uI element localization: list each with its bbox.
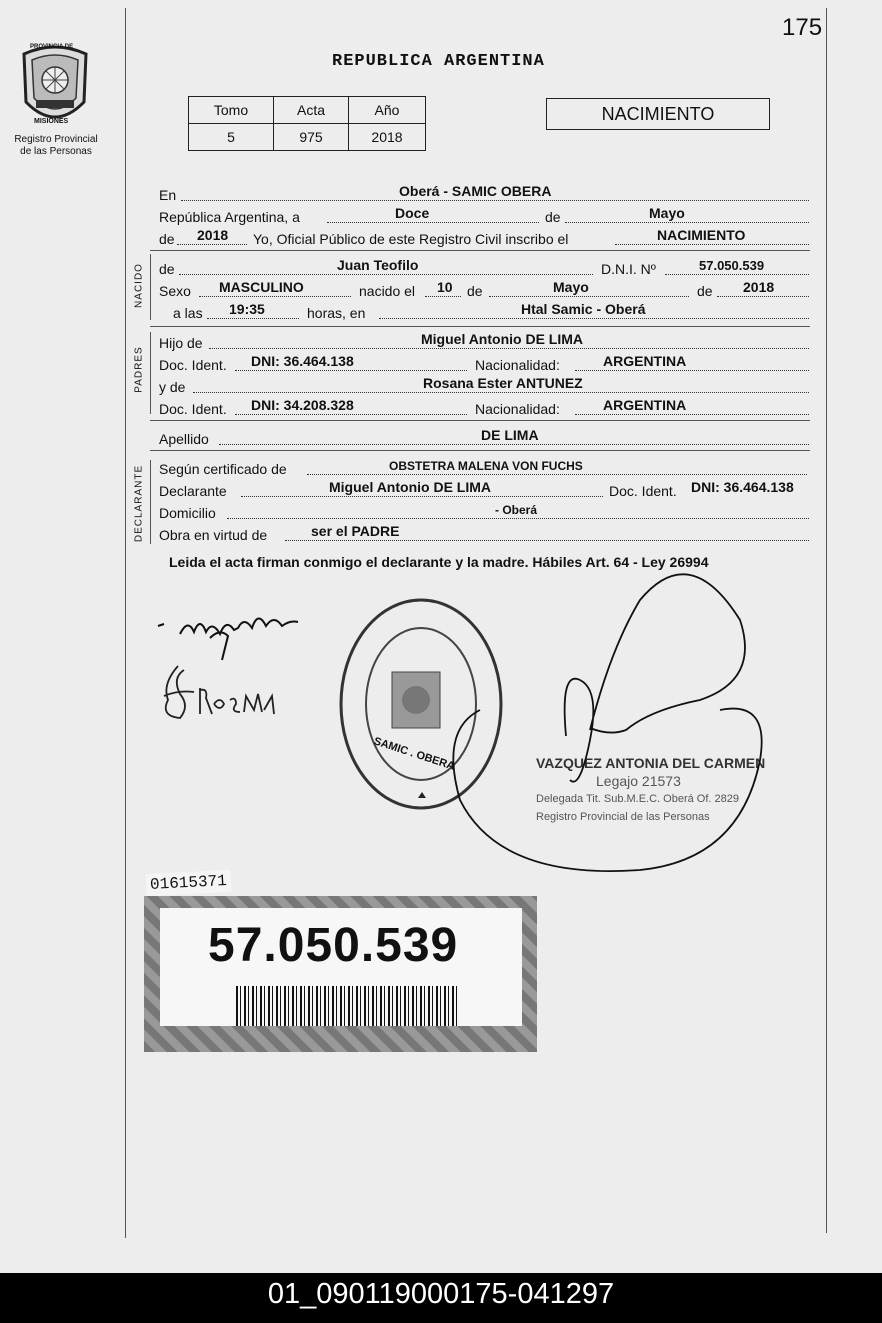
record-table — [188, 96, 426, 151]
row-certificado: Según certificado de OBSTETRA MALENA VON FUCHS — [159, 460, 809, 478]
madre-doc-value: DNI: 34.208.328 — [251, 397, 354, 413]
signature-declarante — [150, 598, 310, 668]
row-obra: Obra en virtud de ser el PADRE — [159, 526, 809, 544]
apellido-value: DE LIMA — [481, 427, 539, 443]
row-hora: a las 19:35 horas, en Htal Samic - Oberá — [159, 304, 809, 322]
anio-nac-value: 2018 — [743, 279, 775, 295]
padre-value: Miguel Antonio DE LIMA — [421, 331, 584, 347]
domicilio-value: - Oberá — [495, 503, 538, 517]
logo-bottom-text: MISIONES — [34, 118, 69, 125]
signature-official — [440, 560, 770, 890]
padre-doc-value: DNI: 36.464.138 — [251, 353, 354, 369]
row-padre: Hijo de Miguel Antonio DE LIMA — [159, 334, 809, 352]
lugar-value: Oberá - SAMIC OBERA — [399, 183, 552, 199]
mes-value: Mayo — [649, 205, 685, 221]
tomo-value: 5 — [189, 124, 274, 151]
right-margin-line — [826, 8, 827, 1233]
footer-code: 01_090119000175-041297 — [0, 1273, 882, 1323]
padre-nac-value: ARGENTINA — [603, 353, 687, 369]
declarante-doc-value: DNI: 36.464.138 — [691, 479, 794, 495]
page-number: 175 — [782, 14, 823, 41]
row-padre-doc: Doc. Ident. DNI: 36.464.138 Nacionalidad: ARGENTINA — [159, 356, 809, 374]
mes-nac-value: Mayo — [553, 279, 589, 295]
tipo-value: NACIMIENTO — [657, 227, 746, 243]
left-margin-line — [125, 8, 126, 1238]
table-header: Acta — [274, 97, 349, 124]
lugar-nac-value: Htal Samic - Oberá — [521, 301, 646, 317]
sexo-value: MASCULINO — [219, 279, 304, 295]
row-republica: República Argentina, a Doce de Mayo — [159, 208, 809, 226]
row-sexo: Sexo MASCULINO nacido el 10 de Mayo de 2018 — [159, 282, 809, 300]
logo-top-text: PROVINCIA DE — [30, 44, 74, 50]
table-header: Año — [349, 97, 426, 124]
official-stamp: VAZQUEZ ANTONIA DEL CARMEN Legajo 21573 Delegada Tit. Sub.M.E.C. Oberá Of. 2829 Registro Provincial de las Personas — [536, 755, 766, 823]
anio-value: 2018 — [349, 124, 426, 151]
table-header: Tomo — [189, 97, 274, 124]
row-nombre: de Juan Teofilo D.N.I. Nº 57.050.539 — [159, 260, 809, 278]
record-type-box: NACIMIENTO — [546, 98, 770, 130]
row-madre: y de Rosana Ester ANTUNEZ — [159, 378, 809, 396]
row-domicilio: Domicilio - Oberá — [159, 504, 809, 522]
dni-sticker-number: 57.050.539 — [208, 919, 459, 972]
serial-number: 01615371 — [145, 870, 231, 896]
row-inscribo: de 2018 Yo, Oficial Público de este Registro Civil inscribo el NACIMIENTO — [159, 230, 809, 248]
barcode — [236, 986, 460, 1026]
section-label-declarante: DECLARANTE — [133, 464, 145, 543]
row-declarante: Declarante Miguel Antonio DE LIMA Doc. Ident. DNI: 36.464.138 — [159, 479, 794, 499]
seal-inner-text: SAMIC . OBERA — [372, 735, 457, 773]
row-en: En Oberá - SAMIC OBERA — [159, 186, 809, 204]
madre-value: Rosana Ester ANTUNEZ — [423, 375, 583, 391]
hora-value: 19:35 — [229, 301, 265, 317]
dia-nac-value: 10 — [437, 279, 453, 295]
registry-label: Registro Provincial de las Personas — [14, 134, 98, 157]
closing-note: Leida el acta firman conmigo el declarante y la madre. Hábiles Art. 64 - Ley 26994 — [169, 554, 709, 570]
row-apellido: Apellido DE LIMA — [159, 430, 809, 448]
certificado-value: OBSTETRA MALENA VON FUCHS — [389, 459, 583, 473]
nombre-value: Juan Teofilo — [337, 257, 419, 273]
document-title: REPUBLICA ARGENTINA — [332, 52, 545, 71]
row-madre-doc: Doc. Ident. DNI: 34.208.328 Nacionalidad: ARGENTINA — [159, 400, 809, 418]
dni-value: 57.050.539 — [699, 258, 765, 273]
section-label-nacido: NACIDO — [133, 263, 145, 308]
section-label-padres: PADRES — [133, 346, 145, 393]
dni-sticker — [144, 896, 537, 1052]
madre-nac-value: ARGENTINA — [603, 397, 687, 413]
obra-value: ser el PADRE — [311, 523, 400, 539]
dia-letras-value: Doce — [395, 205, 430, 221]
signature-madre — [150, 660, 280, 730]
acta-value: 975 — [274, 124, 349, 151]
declarante-value: Miguel Antonio DE LIMA — [329, 479, 492, 495]
anio-value-text: 2018 — [197, 227, 229, 243]
